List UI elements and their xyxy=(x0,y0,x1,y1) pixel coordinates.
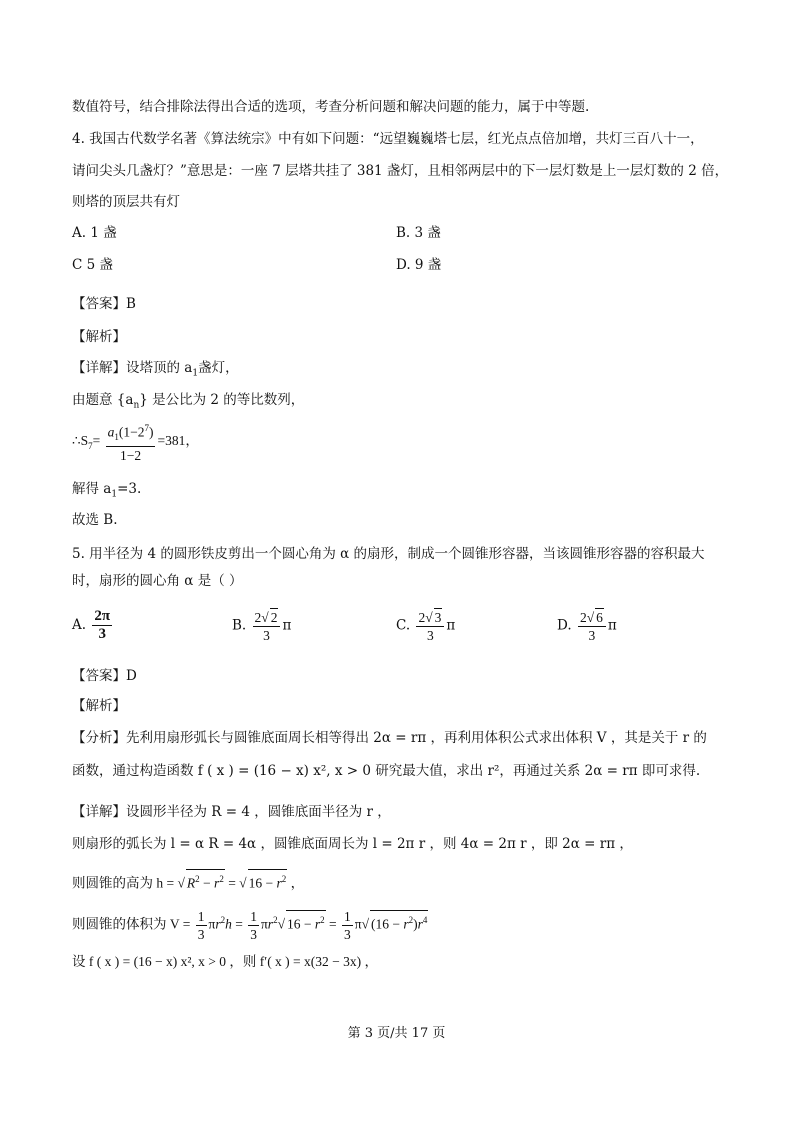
q5-answer: 【答案】D xyxy=(72,668,137,684)
q4-line-1: 4. 我国古代数学名著《算法统宗》中有如下问题：“远望巍巍塔七层，红光点点倍加增，共灯三百八十一， xyxy=(72,131,704,147)
q5-height-formula: 则圆锥的高为 h = √ $R^2 - r^2$ = √ $16 - r^2$ ， xyxy=(72,869,304,893)
q4-option-a: A. 1 盏 xyxy=(72,225,117,241)
q5-analysis: 【解析】 xyxy=(72,698,126,714)
q5-option-a: A. $\frac{2\pi}{3}$ xyxy=(72,608,111,642)
q4-detail-2: 由题意 $\{a_n\}$ 是公比为 2 的等比数列， xyxy=(72,392,305,411)
q4-option-b: B. 3 盏 xyxy=(396,225,441,241)
q4-detail-1: 【详解】设塔顶的 $a_1$盏灯， xyxy=(72,360,239,379)
option-a-value: $\frac{2\pi}{3}$ xyxy=(94,608,111,642)
q5-detail-1: 【详解】设圆形半径为 R = 4 ，圆锥底面半径为 r ， xyxy=(72,804,391,820)
q5-line-2: 时，扇形的圆心角 α 是（ ） xyxy=(72,573,243,589)
option-c-value: $\frac{2√ 3}{3}$ xyxy=(416,608,444,644)
q5-fenxi-1: 【分析】先利用扇形弧长与圆锥底面周长相等得出 2α = rπ ，再利用体积公式求出体积 V ，其是关于 r 的 xyxy=(72,730,707,746)
q5-option-d: D. $\frac{2√ 6}{3}$ π xyxy=(557,610,617,643)
q5-line-1: 5. 用半径为 4 的圆形铁皮剪出一个圆心角为 α 的扇形，制成一个圆锥形容器，当该圆锥形容器的容积最大 xyxy=(72,546,705,562)
q5-detail-5: 设 f ( x ) = (16 − x) x², x > 0 ，则 f′( x ) = x(32 − 3x) ， xyxy=(72,954,379,969)
q4-conclusion: 故选 B. xyxy=(72,512,118,528)
intro-line: 数值符号，结合排除法得出合适的选项，考查分析问题和解决问题的能力，属于中等题. xyxy=(72,99,590,115)
option-d-value: $\frac{2√ 6}{3}$ xyxy=(578,608,606,644)
q5-volume-formula: 则圆锥的体积为 V = $\frac{1}{3}$ $\pi r^2h$ = $\frac{1}{3}$ $\pi r^2√$ $16 - r^2$ = $\frac{1}{3}$ π√ $(16 - r^2)r^4$ xyxy=(72,909,428,942)
q4-line-2: 请问尖头几盏灯？”意思是：一座 7 层塔共挂了 381 盏灯，且相邻两层中的下一层灯数是上一层灯数的 2 倍， xyxy=(72,163,729,179)
q5-detail-2: 则扇形的弧长为 l = α R = 4α ，圆锥底面周长为 l = 2π r ，则 4α = 2π r ，即 2α = rπ ， xyxy=(72,836,633,852)
q4-option-d: D. 9 盏 xyxy=(396,257,442,273)
q4-sum-formula: $\therefore S_7=$ $\frac{a_1(1-2^7)}{1-2}$ =381， xyxy=(72,420,199,464)
q5-fenxi-2: 函数，通过构造函数 f ( x ) = (16 − x) x², x > 0 研究最大值，求出 r²，再通过关系 2α = rπ 即可求得. xyxy=(72,763,701,779)
q4-line-3: 则塔的顶层共有灯 xyxy=(72,194,180,210)
q4-analysis: 【解析】 xyxy=(72,329,126,345)
q4-answer: 【答案】B xyxy=(72,296,136,312)
page-footer: 第 3 页/共 17 页 xyxy=(347,1026,446,1041)
q4-solve: 解得 $a_1=3$. xyxy=(72,481,142,500)
q4-option-c: C 5 盏 xyxy=(72,257,114,273)
option-b-value: $\frac{2√ 2}{3}$ xyxy=(253,608,281,644)
q5-option-c: C. $\frac{2√ 3}{3}$ π xyxy=(396,610,456,643)
q5-option-b: B. $\frac{2√ 2}{3}$ π xyxy=(232,610,292,643)
